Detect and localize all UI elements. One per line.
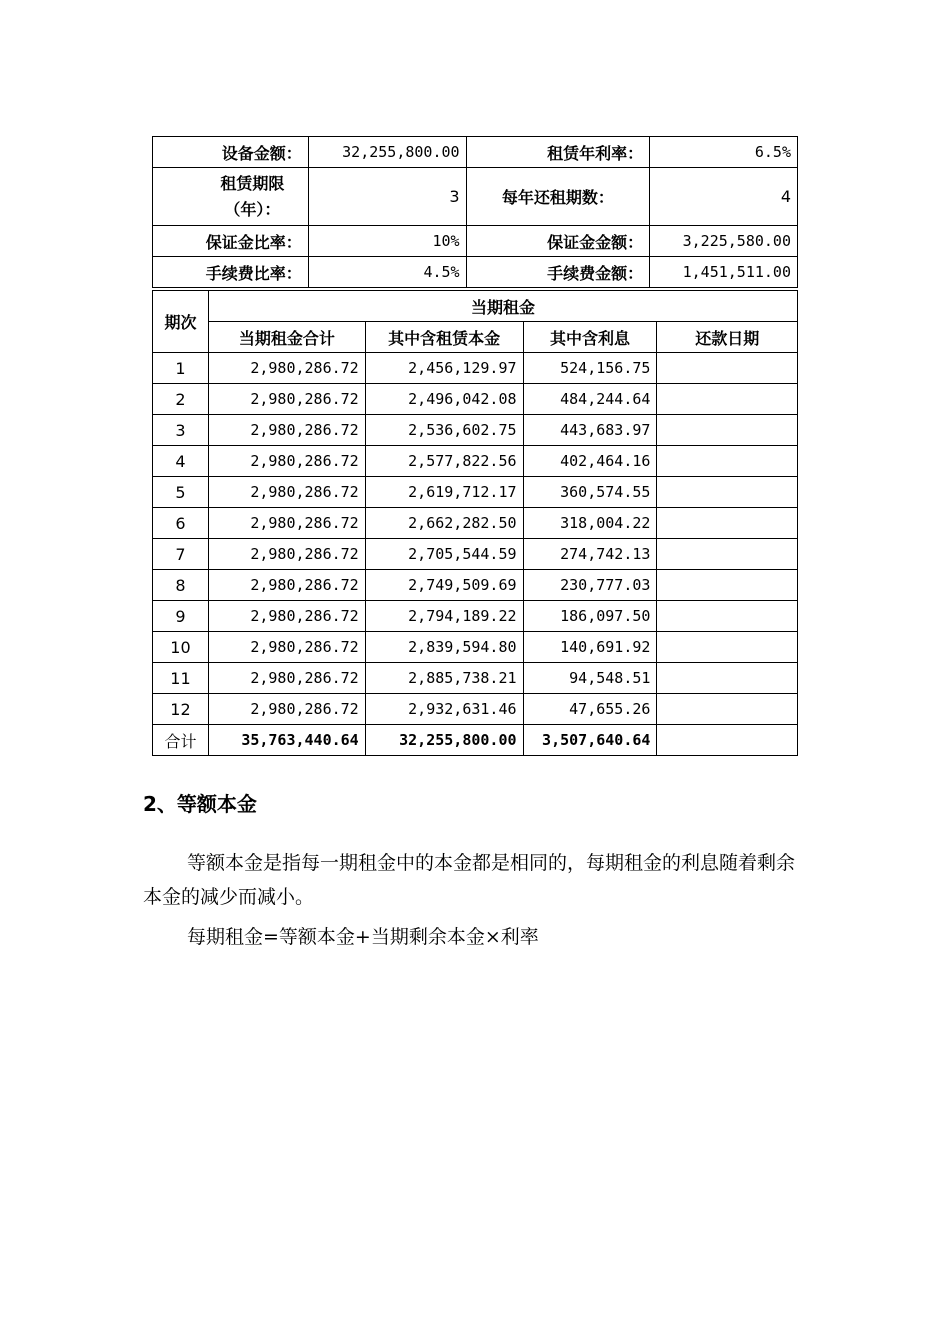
total-cell: 32,255,800.00 [365,725,523,756]
section-paragraph: 等额本金是指每一期租金中的本金都是相同的，每期租金的利息随着剩余本金的减少而减小。 [143,852,796,908]
fee-ratio-label: 手续费比率： [153,257,309,288]
amount-cell [657,601,798,632]
amount-cell: 318,004.22 [523,508,657,539]
deposit-amount-label: 保证金金额： [466,226,650,257]
period-cell: 5 [153,477,209,508]
amount-cell: 2,932,631.46 [365,694,523,725]
summary-row [153,137,798,168]
rent-schedule-table [152,290,798,756]
amount-cell [657,694,798,725]
amount-cell [657,353,798,384]
amount-cell: 2,980,286.72 [208,663,365,694]
table-row [153,384,798,415]
formula-text: 每期租金=等额本金+当期剩余本金×利率 [187,926,539,948]
amount-cell: 2,456,129.97 [365,353,523,384]
amount-cell: 2,980,286.72 [208,539,365,570]
term-value: 3 [308,168,466,226]
amount-cell: 2,980,286.72 [208,694,365,725]
table-row [153,508,798,539]
column-header: 其中含租赁本金 [365,322,523,353]
table-row [153,415,798,446]
amount-cell [657,632,798,663]
equipment-amount-label: 设备金额： [153,137,309,168]
lease-summary-table [152,136,798,288]
amount-cell: 2,980,286.72 [208,384,365,415]
column-header: 其中含利息 [523,322,657,353]
amount-cell: 2,496,042.08 [365,384,523,415]
fee-amount-value: 1,451,511.00 [650,257,798,288]
amount-cell: 186,097.50 [523,601,657,632]
summary-row [153,168,798,226]
period-cell: 9 [153,601,209,632]
table-row [153,477,798,508]
amount-cell: 2,980,286.72 [208,415,365,446]
period-cell: 6 [153,508,209,539]
period-cell: 4 [153,446,209,477]
deposit-ratio-label: 保证金比率： [153,226,309,257]
table-row [153,663,798,694]
period-cell: 8 [153,570,209,601]
amount-cell: 2,980,286.72 [208,632,365,663]
amount-cell [657,508,798,539]
total-label: 合计 [153,725,209,756]
table-row [153,446,798,477]
amount-cell: 2,885,738.21 [365,663,523,694]
total-cell: 3,507,640.64 [523,725,657,756]
amount-cell: 274,742.13 [523,539,657,570]
amount-cell: 47,655.26 [523,694,657,725]
amount-cell: 484,244.64 [523,384,657,415]
column-header: 当期租金合计 [208,322,365,353]
amount-cell: 402,464.16 [523,446,657,477]
period-header: 期次 [153,291,209,353]
period-cell: 11 [153,663,209,694]
amount-cell: 2,980,286.72 [208,508,365,539]
table-row [153,601,798,632]
amount-cell [657,539,798,570]
table-row [153,694,798,725]
period-cell: 10 [153,632,209,663]
period-cell: 1 [153,353,209,384]
column-header: 还款日期 [657,322,798,353]
amount-cell: 2,577,822.56 [365,446,523,477]
period-cell: 3 [153,415,209,446]
period-cell: 7 [153,539,209,570]
amount-cell: 2,980,286.72 [208,570,365,601]
schedule-subheader-row [153,322,798,353]
amount-cell [657,384,798,415]
amount-cell: 2,980,286.72 [208,477,365,508]
amount-cell: 2,980,286.72 [208,446,365,477]
term-label-line1: 租赁期限 [220,173,285,193]
table-row [153,539,798,570]
amount-cell [657,570,798,601]
term-label [153,168,309,226]
term-label-line2: （年）： [224,199,281,219]
amount-cell: 524,156.75 [523,353,657,384]
fee-ratio-value: 4.5% [308,257,466,288]
amount-cell: 140,691.92 [523,632,657,663]
current-rent-header: 当期租金 [208,291,797,322]
amount-cell: 360,574.55 [523,477,657,508]
table-row [153,353,798,384]
amount-cell: 2,980,286.72 [208,353,365,384]
amount-cell: 2,536,602.75 [365,415,523,446]
annual-rate-value: 6.5% [650,137,798,168]
amount-cell: 2,662,282.50 [365,508,523,539]
amount-cell: 2,749,509.69 [365,570,523,601]
amount-cell: 2,705,544.59 [365,539,523,570]
amount-cell: 230,777.03 [523,570,657,601]
summary-row [153,226,798,257]
deposit-amount-value: 3,225,580.00 [650,226,798,257]
period-cell: 12 [153,694,209,725]
summary-row [153,257,798,288]
amount-cell: 2,839,594.80 [365,632,523,663]
amount-cell [657,663,798,694]
equipment-amount-value: 32,255,800.00 [308,137,466,168]
amount-cell [657,477,798,508]
amount-cell: 2,619,712.17 [365,477,523,508]
amount-cell [657,415,798,446]
period-cell: 2 [153,384,209,415]
amount-cell: 2,794,189.22 [365,601,523,632]
annual-rate-label: 租赁年利率： [466,137,650,168]
table-row [153,632,798,663]
total-cell [657,725,798,756]
amount-cell [657,446,798,477]
total-cell: 35,763,440.64 [208,725,365,756]
amount-cell: 2,980,286.72 [208,601,365,632]
amount-cell: 94,548.51 [523,663,657,694]
section-heading: 2、等额本金 [143,792,257,816]
payments-per-year-label: 每年还租期数： [466,168,650,226]
fee-amount-label: 手续费金额： [466,257,650,288]
schedule-header-row [153,291,798,322]
table-row [153,570,798,601]
deposit-ratio-value: 10% [308,226,466,257]
payments-per-year-value: 4 [650,168,798,226]
total-row [153,725,798,756]
amount-cell: 443,683.97 [523,415,657,446]
